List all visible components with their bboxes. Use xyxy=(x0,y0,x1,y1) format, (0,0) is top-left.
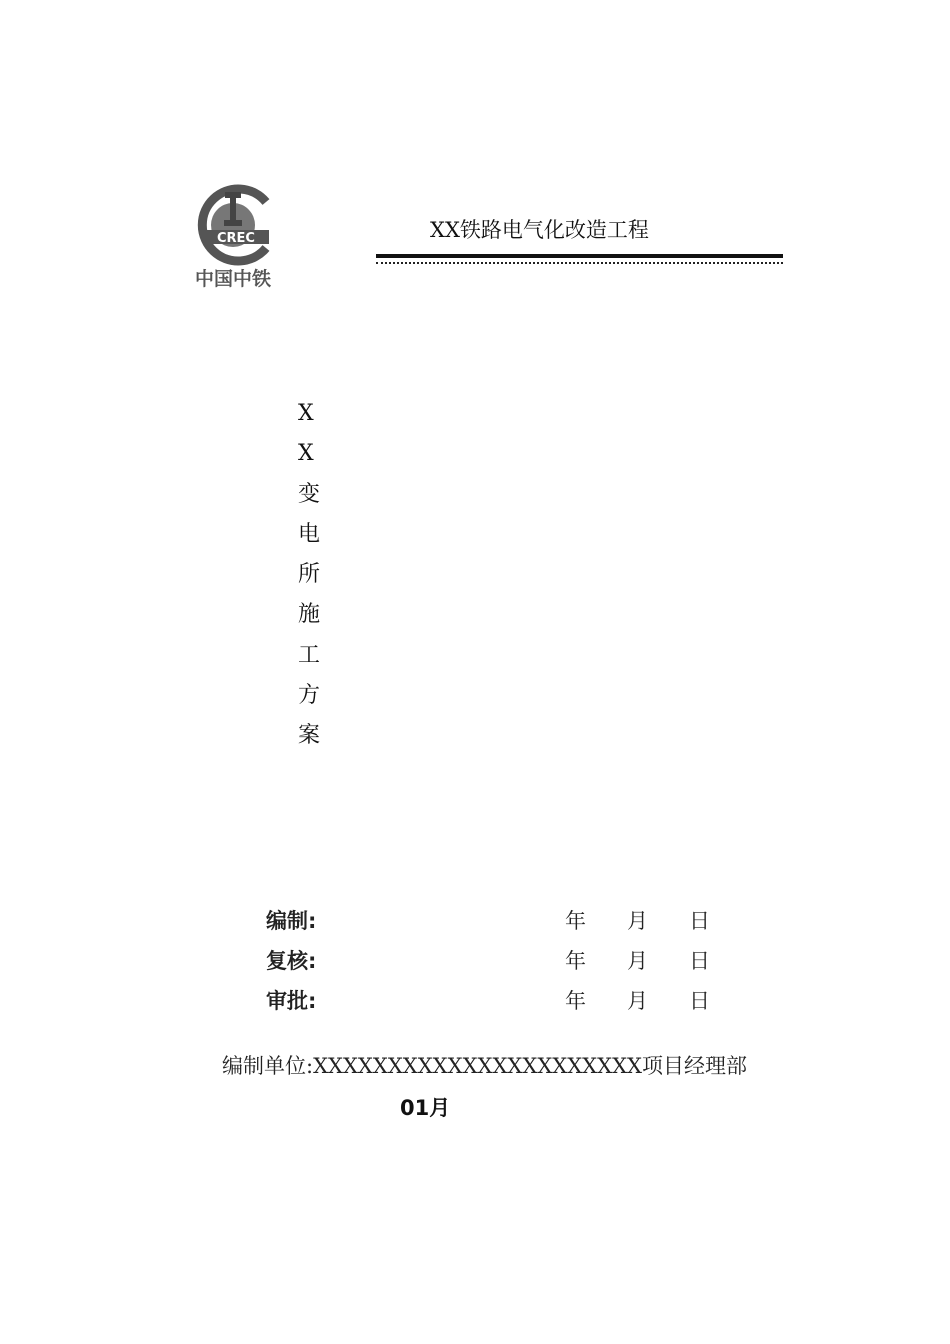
logo-caption: 中国中铁 xyxy=(194,268,271,290)
title-char: 变 xyxy=(298,481,321,507)
document-date: 01月 xyxy=(400,1096,451,1120)
compiling-unit: 编制单位:XXXXXXXXXXXXXXXXXXXXXX项目经理部 xyxy=(222,1054,747,1078)
signoff-year: 年 xyxy=(565,989,586,1013)
signoff-day: 日 xyxy=(689,909,710,933)
title-underline xyxy=(376,254,783,258)
title-char: 工 xyxy=(298,642,321,668)
signoff-label: 审批: xyxy=(266,989,317,1013)
logo-emblem-text: CREC xyxy=(217,231,255,246)
title-char: 方 xyxy=(298,683,321,709)
signoff-year: 年 xyxy=(565,909,586,933)
signoff-year: 年 xyxy=(565,949,586,973)
signoff-day: 日 xyxy=(689,989,710,1013)
title-char: 案 xyxy=(298,723,321,749)
title-char: 电 xyxy=(298,521,321,547)
signoff-label: 复核: xyxy=(266,949,317,973)
signoff-month: 月 xyxy=(627,909,648,933)
document-title-vertical xyxy=(298,394,328,757)
signoff-day: 日 xyxy=(689,949,710,973)
signoff-row-compiled xyxy=(266,905,726,935)
company-logo xyxy=(178,180,288,298)
title-dotted-underline xyxy=(376,262,783,264)
project-title: XX铁路电气化改造工程 xyxy=(430,218,649,242)
signoff-month: 月 xyxy=(627,949,648,973)
signoff-month: 月 xyxy=(627,989,648,1013)
title-char: 施 xyxy=(298,602,321,628)
signoff-label: 编制: xyxy=(266,909,317,933)
signoff-row-reviewed xyxy=(266,945,726,975)
title-char: X xyxy=(298,401,314,426)
title-char: 所 xyxy=(298,562,321,588)
signoff-row-approved xyxy=(266,985,726,1015)
title-char: X xyxy=(298,441,314,467)
